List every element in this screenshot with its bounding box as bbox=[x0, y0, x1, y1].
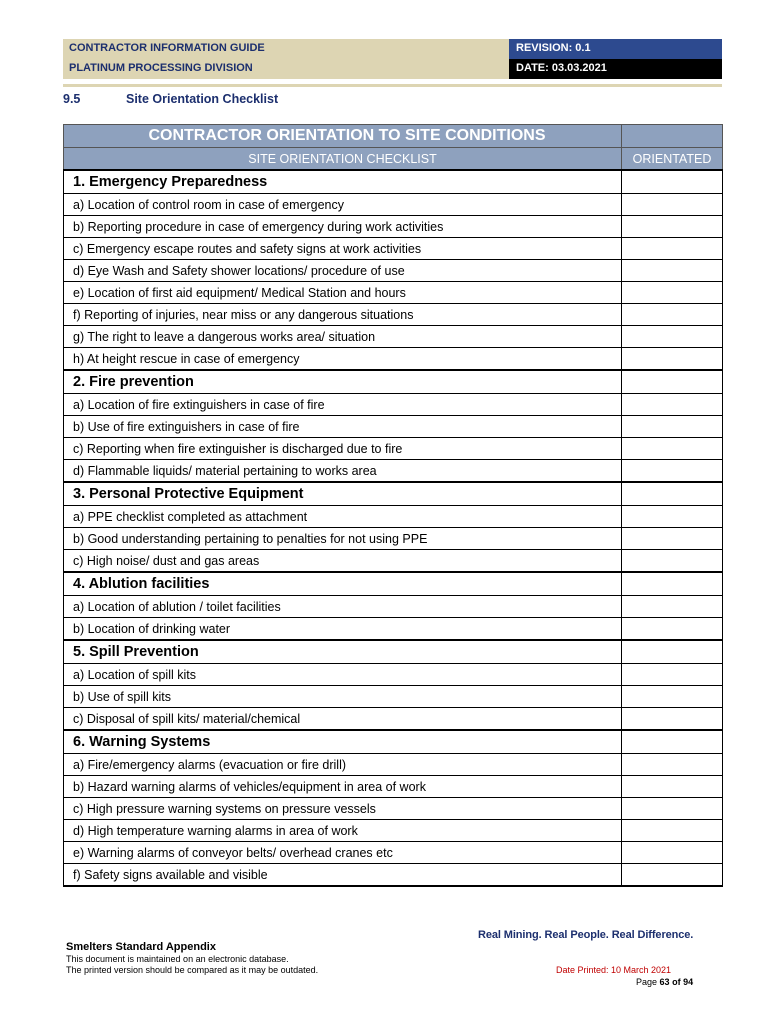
checklist-item-label: d) Eye Wash and Safety shower locations/ procedure of use bbox=[64, 260, 622, 282]
checklist-item-label: g) The right to leave a dangerous works area/ situation bbox=[64, 326, 622, 348]
table-title: CONTRACTOR ORIENTATION TO SITE CONDITIONS bbox=[64, 125, 622, 148]
checklist-item-row bbox=[64, 864, 723, 887]
orientated-cell[interactable] bbox=[622, 506, 723, 528]
page-of: of bbox=[672, 977, 681, 987]
checklist-item-row bbox=[64, 820, 723, 842]
checklist-item-label: e) Location of first aid equipment/ Medical Station and hours bbox=[64, 282, 622, 304]
footer-note-1: This document is maintained on an electronic database. bbox=[66, 954, 289, 964]
header-division: PLATINUM PROCESSING DIVISION bbox=[69, 62, 253, 74]
checklist-group-row bbox=[64, 482, 723, 506]
checklist-group-row bbox=[64, 730, 723, 754]
checklist-group-row bbox=[64, 370, 723, 394]
checklist-item-row bbox=[64, 304, 723, 326]
orientated-cell[interactable] bbox=[622, 618, 723, 641]
checklist-item-row bbox=[64, 528, 723, 550]
checklist-item-row bbox=[64, 842, 723, 864]
checklist-group-row bbox=[64, 170, 723, 194]
checklist-group-row bbox=[64, 572, 723, 596]
orientated-cell[interactable] bbox=[622, 326, 723, 348]
table-header-row bbox=[64, 148, 723, 171]
checklist-item-label: d) High temperature warning alarms in area of work bbox=[64, 820, 622, 842]
orientated-cell[interactable] bbox=[622, 798, 723, 820]
checklist-item-label: c) High pressure warning systems on pressure vessels bbox=[64, 798, 622, 820]
orientated-cell[interactable] bbox=[622, 194, 723, 216]
footer-note-2: The printed version should be compared as it may be outdated. bbox=[66, 965, 319, 975]
orientated-cell[interactable] bbox=[622, 686, 723, 708]
checklist-item-row bbox=[64, 326, 723, 348]
section-number: 9.5 bbox=[63, 92, 81, 106]
checklist-item-label: c) Reporting when fire extinguisher is discharged due to fire bbox=[64, 438, 622, 460]
footer-page-number bbox=[636, 977, 693, 987]
checklist-item-row bbox=[64, 438, 723, 460]
orientated-cell[interactable] bbox=[622, 596, 723, 618]
checklist-item-label: b) Good understanding pertaining to penalties for not using PPE bbox=[64, 528, 622, 550]
checklist-item-label: b) Reporting procedure in case of emergency during work activities bbox=[64, 216, 622, 238]
header-meta-block bbox=[509, 39, 722, 79]
checklist-item-label: h) At height rescue in case of emergency bbox=[64, 348, 622, 371]
checklist-item-row bbox=[64, 460, 723, 483]
header-title-block bbox=[63, 39, 509, 79]
checklist-item-label: c) Emergency escape routes and safety signs at work activities bbox=[64, 238, 622, 260]
checklist-item-label: a) Fire/emergency alarms (evacuation or fire drill) bbox=[64, 754, 622, 776]
header-date: DATE: 03.03.2021 bbox=[509, 59, 722, 79]
checklist-item-row bbox=[64, 194, 723, 216]
document-header bbox=[63, 39, 722, 79]
orientated-cell[interactable] bbox=[622, 572, 723, 596]
checklist-item-row bbox=[64, 282, 723, 304]
page-current: 63 bbox=[659, 977, 670, 987]
orientated-cell[interactable] bbox=[622, 394, 723, 416]
checklist-item-row bbox=[64, 708, 723, 731]
checklist-item-row bbox=[64, 394, 723, 416]
section-heading bbox=[63, 92, 278, 106]
orientated-cell[interactable] bbox=[622, 170, 723, 194]
orientated-cell[interactable] bbox=[622, 820, 723, 842]
orientated-cell[interactable] bbox=[622, 370, 723, 394]
footer-tagline: Real Mining. Real People. Real Difference. bbox=[478, 929, 694, 941]
checklist-item-label: f) Safety signs available and visible bbox=[64, 864, 622, 887]
orientated-cell[interactable] bbox=[622, 664, 723, 686]
checklist-item-label: c) Disposal of spill kits/ material/chemical bbox=[64, 708, 622, 731]
checklist-item-label: f) Reporting of injuries, near miss or any dangerous situations bbox=[64, 304, 622, 326]
checklist-group-title: 1. Emergency Preparedness bbox=[64, 170, 622, 194]
orientated-cell[interactable] bbox=[622, 528, 723, 550]
orientated-cell[interactable] bbox=[622, 550, 723, 573]
checklist-group-title: 3. Personal Protective Equipment bbox=[64, 482, 622, 506]
checklist-item-row bbox=[64, 260, 723, 282]
table-title-blank bbox=[622, 125, 723, 148]
orientated-cell[interactable] bbox=[622, 416, 723, 438]
footer-title: Smelters Standard Appendix bbox=[66, 941, 216, 953]
checklist-item-label: d) Flammable liquids/ material pertaining to works area bbox=[64, 460, 622, 483]
checklist-group-title: 5. Spill Prevention bbox=[64, 640, 622, 664]
page-total: 94 bbox=[683, 977, 694, 987]
orientated-cell[interactable] bbox=[622, 348, 723, 371]
column-header-checklist: SITE ORIENTATION CHECKLIST bbox=[64, 148, 622, 171]
orientated-cell[interactable] bbox=[622, 730, 723, 754]
orientated-cell[interactable] bbox=[622, 460, 723, 483]
checklist-item-label: a) Location of spill kits bbox=[64, 664, 622, 686]
orientated-cell[interactable] bbox=[622, 754, 723, 776]
checklist-item-label: e) Warning alarms of conveyor belts/ overhead cranes etc bbox=[64, 842, 622, 864]
checklist-item-label: b) Hazard warning alarms of vehicles/equipment in area of work bbox=[64, 776, 622, 798]
orientated-cell[interactable] bbox=[622, 640, 723, 664]
checklist-item-label: a) Location of fire extinguishers in case of fire bbox=[64, 394, 622, 416]
header-guide-title: CONTRACTOR INFORMATION GUIDE bbox=[69, 42, 265, 54]
orientated-cell[interactable] bbox=[622, 216, 723, 238]
checklist-item-label: b) Location of drinking water bbox=[64, 618, 622, 641]
checklist-item-row bbox=[64, 798, 723, 820]
header-divider bbox=[63, 84, 722, 87]
checklist-item-label: a) Location of ablution / toilet facilities bbox=[64, 596, 622, 618]
checklist-item-row bbox=[64, 216, 723, 238]
checklist-group-row bbox=[64, 640, 723, 664]
checklist-item-row bbox=[64, 664, 723, 686]
checklist-item-label: a) PPE checklist completed as attachment bbox=[64, 506, 622, 528]
orientated-cell[interactable] bbox=[622, 842, 723, 864]
checklist-item-label: b) Use of spill kits bbox=[64, 686, 622, 708]
checklist-item-row bbox=[64, 754, 723, 776]
checklist-group-title: 6. Warning Systems bbox=[64, 730, 622, 754]
checklist-item-row bbox=[64, 348, 723, 371]
orientated-cell[interactable] bbox=[622, 260, 723, 282]
orientated-cell[interactable] bbox=[622, 864, 723, 887]
orientated-cell[interactable] bbox=[622, 482, 723, 506]
orientated-cell[interactable] bbox=[622, 282, 723, 304]
orientated-cell[interactable] bbox=[622, 238, 723, 260]
orientated-cell[interactable] bbox=[622, 438, 723, 460]
orientated-cell[interactable] bbox=[622, 776, 723, 798]
header-revision: REVISION: 0.1 bbox=[509, 39, 722, 59]
checklist-group-title: 4. Ablution facilities bbox=[64, 572, 622, 596]
table-title-row bbox=[64, 125, 723, 148]
orientated-cell[interactable] bbox=[622, 304, 723, 326]
checklist-item-row bbox=[64, 596, 723, 618]
footer-date-printed: Date Printed: 10 March 2021 bbox=[556, 965, 672, 975]
column-header-orientated: ORIENTATED bbox=[622, 148, 723, 171]
checklist-item-row bbox=[64, 416, 723, 438]
orientation-checklist-table bbox=[63, 124, 723, 887]
page-label: Page bbox=[636, 977, 658, 987]
checklist-item-row bbox=[64, 238, 723, 260]
checklist-item-row bbox=[64, 506, 723, 528]
checklist-group-title: 2. Fire prevention bbox=[64, 370, 622, 394]
checklist-item-label: b) Use of fire extinguishers in case of fire bbox=[64, 416, 622, 438]
orientated-cell[interactable] bbox=[622, 708, 723, 731]
checklist-item-label: a) Location of control room in case of emergency bbox=[64, 194, 622, 216]
checklist-item-row bbox=[64, 550, 723, 573]
checklist-item-row bbox=[64, 686, 723, 708]
checklist-item-label: c) High noise/ dust and gas areas bbox=[64, 550, 622, 573]
checklist-item-row bbox=[64, 776, 723, 798]
checklist-item-row bbox=[64, 618, 723, 641]
section-title: Site Orientation Checklist bbox=[126, 92, 279, 106]
